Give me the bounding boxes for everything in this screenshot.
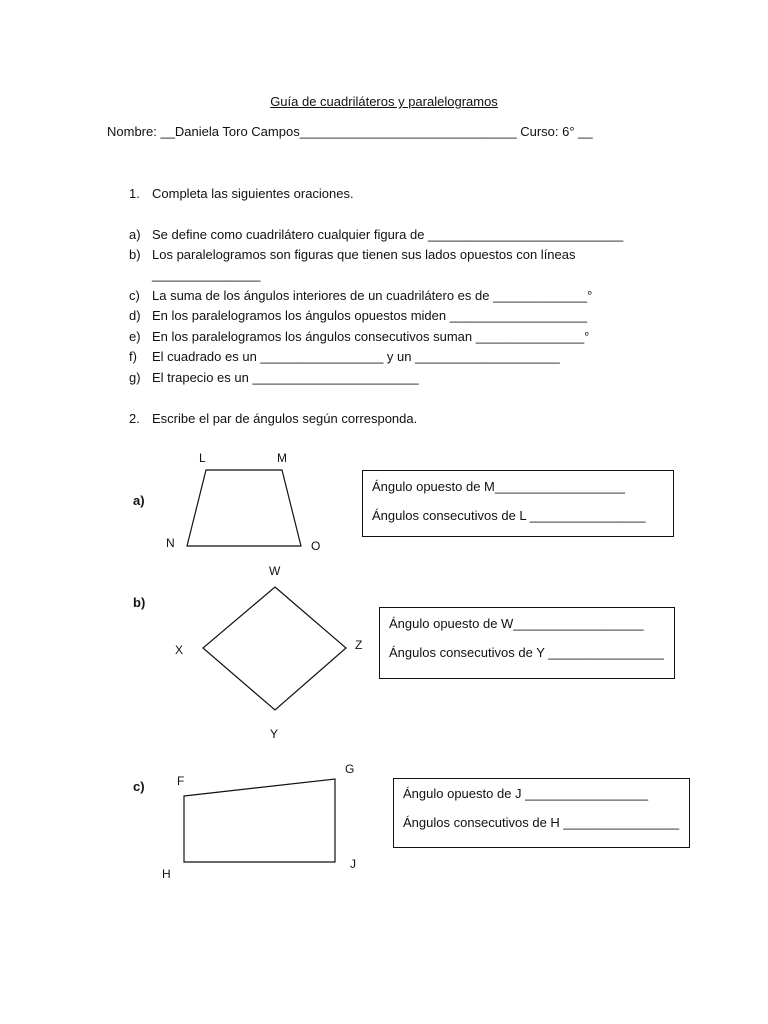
q1-item-text: Se define como cuadrilátero cualquier figura de ___________________________ <box>152 227 624 242</box>
vertex-label-x: X <box>175 643 184 657</box>
vertex-label-j: J <box>350 857 356 871</box>
answer-box-c <box>393 778 690 848</box>
vertex-label-w: W <box>269 564 281 578</box>
q1-item-text: _______________ <box>152 267 261 282</box>
answer-line: Ángulo opuesto de M__________________ <box>372 479 626 494</box>
q1-item-letter: f) <box>129 349 137 364</box>
vertex-label-l: L <box>199 451 206 465</box>
q1-item-letter: c) <box>129 288 140 303</box>
vertex-label-z: Z <box>355 638 363 652</box>
figure-a-label: a) <box>133 493 145 508</box>
q1-item-letter: d) <box>129 308 141 323</box>
figure-b-label: b) <box>133 595 146 610</box>
vertex-label-o: O <box>311 539 321 553</box>
q1-item-letter: g) <box>129 370 141 385</box>
q1-item-text: El cuadrado es un _________________ y un ____________________ <box>152 349 560 364</box>
page-title: Guía de cuadriláteros y paralelogramos <box>270 94 498 109</box>
vertex-label-h: H <box>162 867 171 881</box>
q2-number: 2. <box>129 411 140 426</box>
answer-line: Ángulos consecutivos de Y ________________ <box>389 645 664 660</box>
answer-line: Ángulos consecutivos de H ________________ <box>403 815 680 830</box>
q1-number: 1. <box>129 186 140 201</box>
vertex-label-m: M <box>277 451 287 465</box>
q1-item-text: En los paralelogramos los ángulos opuestos miden ___________________ <box>152 308 588 323</box>
q1-item-letter: e) <box>129 329 141 344</box>
vertex-label-f: F <box>177 774 185 788</box>
answer-line: Ángulos consecutivos de L ________________ <box>372 508 646 523</box>
q1-item-text: La suma de los ángulos interiores de un cuadrilátero es de _____________° <box>152 288 593 303</box>
vertex-label-y: Y <box>270 727 279 741</box>
vertex-label-n: N <box>166 536 175 550</box>
q2-prompt: Escribe el par de ángulos según corresponda. <box>152 411 418 426</box>
q1-item-text: En los paralelogramos los ángulos consecutivos suman _______________° <box>152 329 590 344</box>
student-name-line: Nombre: __Daniela Toro Campos______________________________ Curso: 6° __ <box>107 124 593 139</box>
q1-item-text: Los paralelogramos son figuras que tienen sus lados opuestos con líneas <box>152 247 576 262</box>
q1-item-text: El trapecio es un _______________________ <box>152 370 419 385</box>
answer-line: Ángulo opuesto de J _________________ <box>403 786 649 801</box>
figure-c-label: c) <box>133 779 145 794</box>
q1-item-letter: b) <box>129 247 141 262</box>
answer-line: Ángulo opuesto de W__________________ <box>389 616 644 631</box>
vertex-label-g: G <box>345 762 355 776</box>
q1-item-letter: a) <box>129 227 141 242</box>
q1-prompt: Completa las siguientes oraciones. <box>152 186 354 201</box>
